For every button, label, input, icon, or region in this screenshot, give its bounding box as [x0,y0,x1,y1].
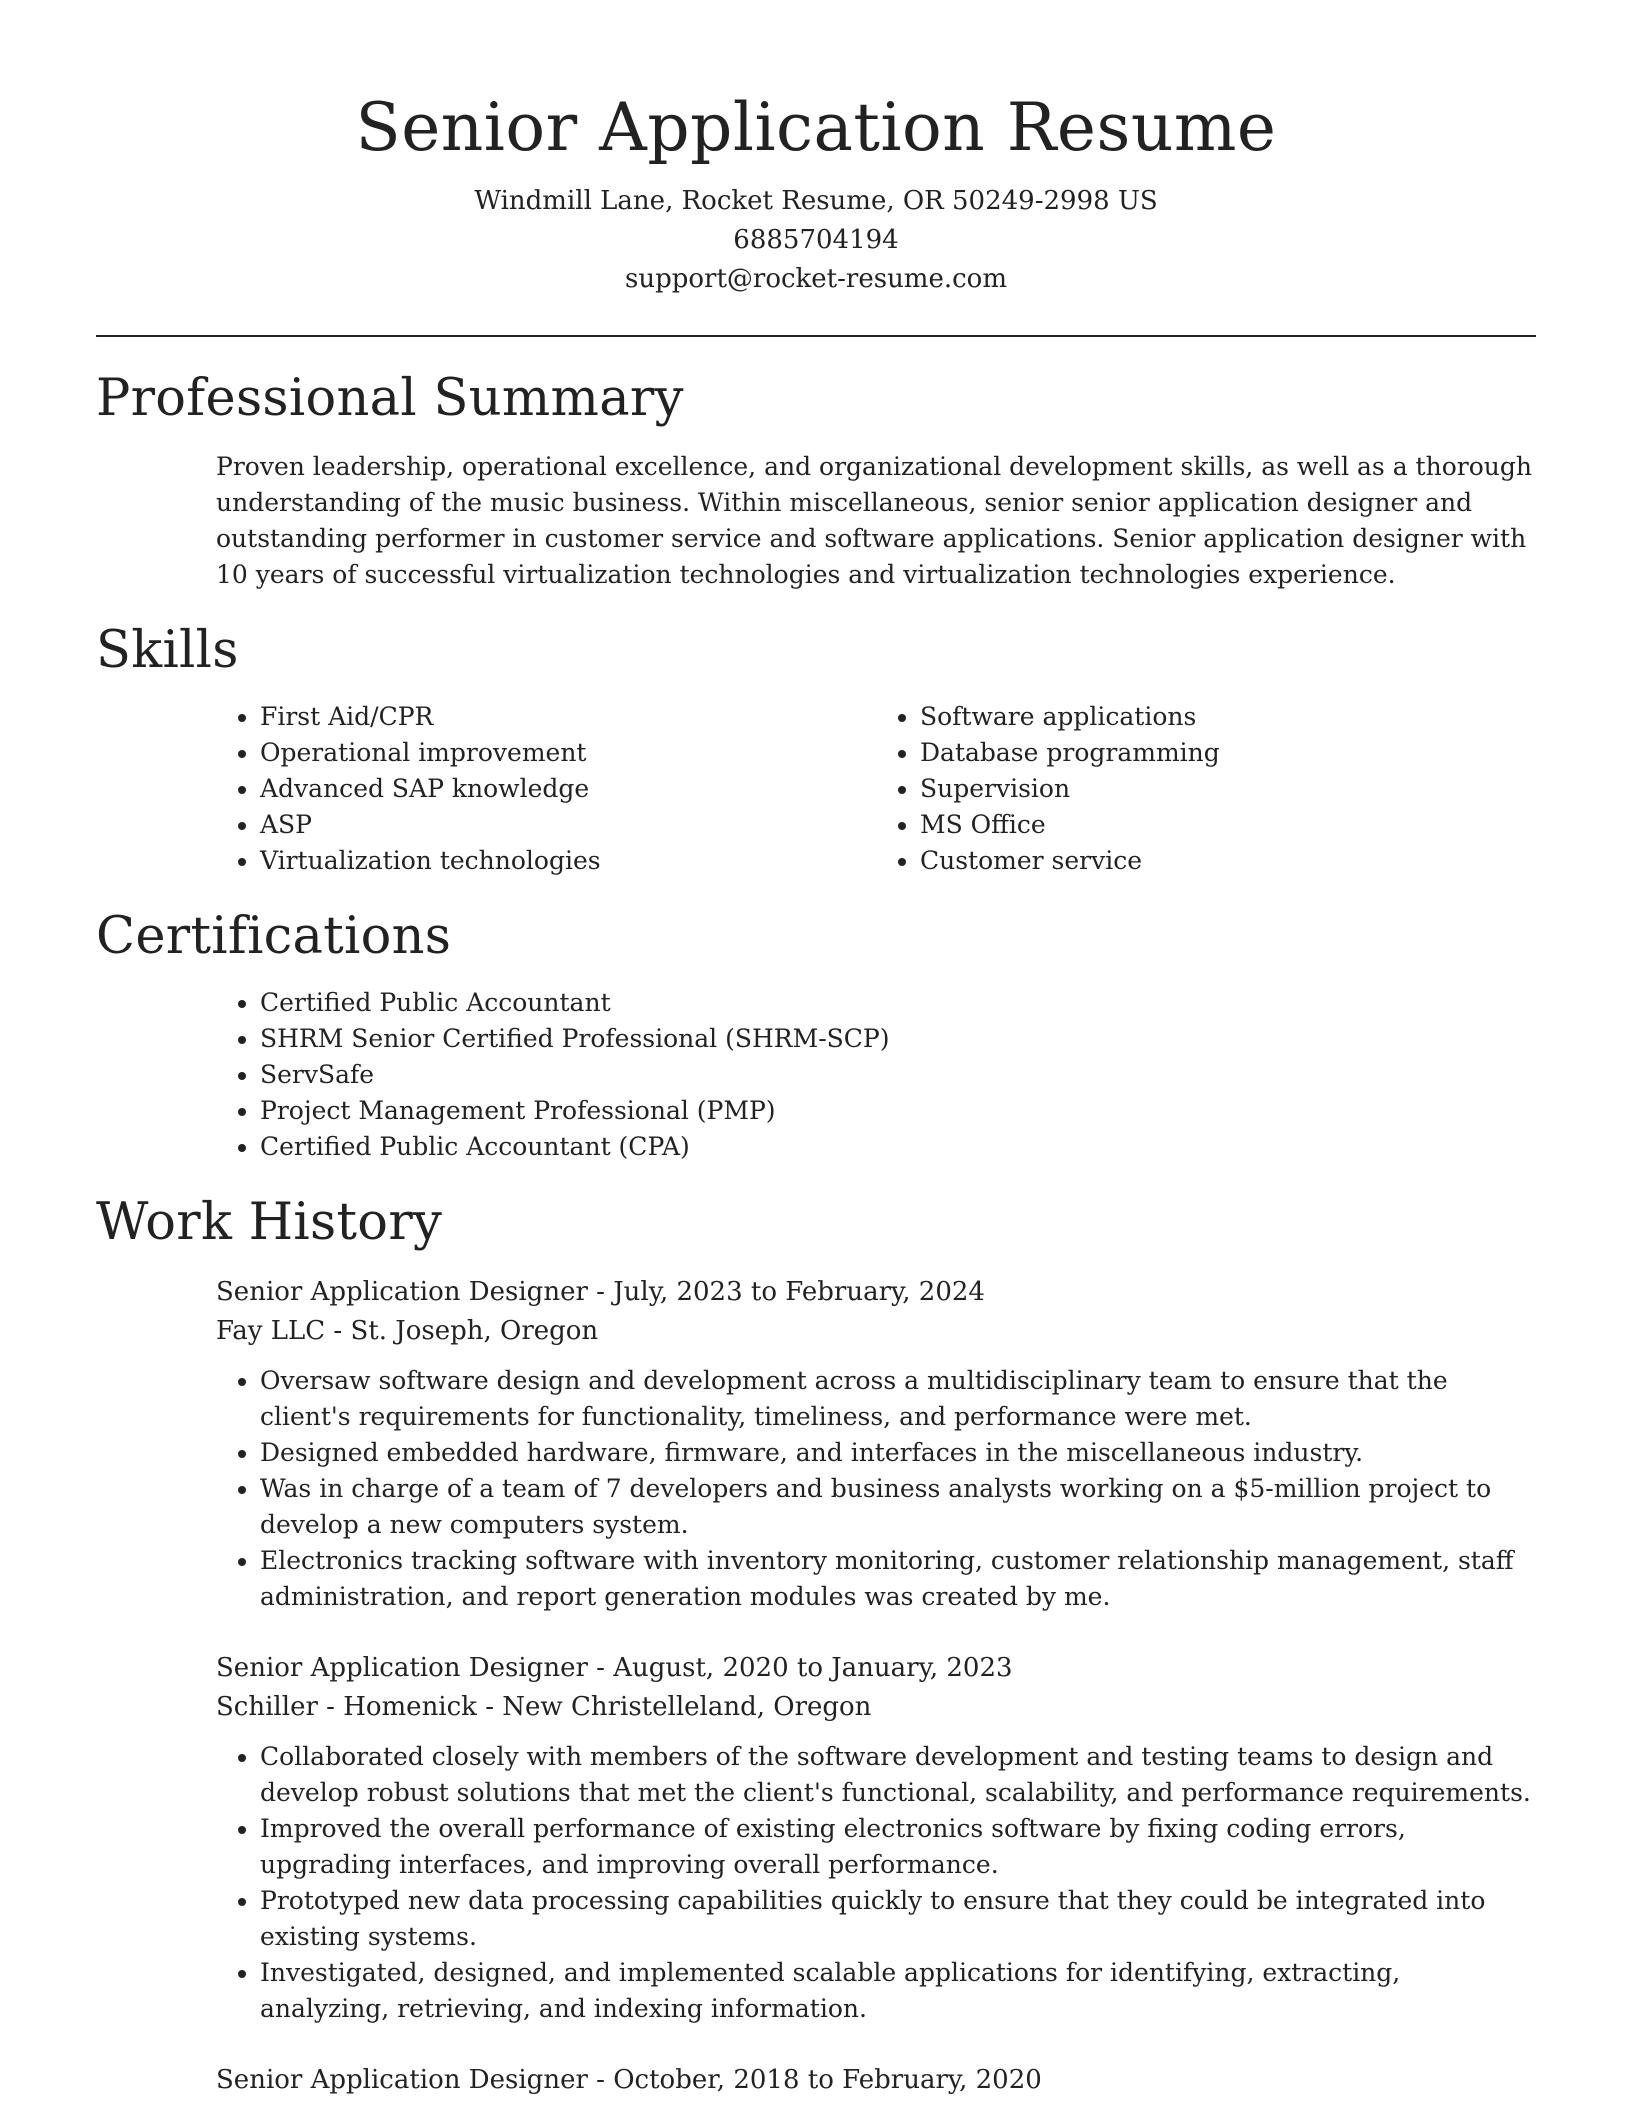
job-title-line: Senior Application Designer - August, 2020 to January, 2023 [216,1653,1013,1683]
skills-title: Skills [96,621,239,680]
contact-phone: 6885704194 [733,225,899,255]
skills-grid [216,699,1536,879]
skill-item: • Database programming [920,735,1536,771]
job-entry [216,1273,1536,1615]
skill-item: • Software applications [920,699,1536,735]
resume-header [96,0,1536,299]
certification-item: • Project Management Professional (PMP) [260,1093,1536,1129]
job-entry [216,2061,1536,2100]
certification-item: • Certified Public Accountant [260,985,1536,1021]
resume-page [96,0,1536,2100]
skill-item: • Supervision [920,771,1536,807]
job-bullet: • Electronics tracking software with inventory monitoring, customer relationship management, staff administration, and report generation modules was created by me. [260,1543,1536,1615]
job-bullets [216,1739,1536,2027]
job-dates: August, 2020 to January, 2023 [613,1653,1013,1683]
skill-item: • Customer service [920,843,1536,879]
job-title: Senior Application Designer [216,2065,588,2095]
certifications-title: Certifications [96,907,452,966]
job-bullet: • Was in charge of a team of 7 developers and business analysts working on a $5-million project to develop a new computers system. [260,1471,1536,1543]
job-title: Senior Application Designer [216,1277,588,1307]
certification-item: • ServSafe [260,1057,1536,1093]
work-history-title: Work History [96,1193,443,1252]
job-bullet: • Oversaw software design and development across a multidisciplinary team to ensure that the client's requirements for functionality, timeliness, and performance were met. [260,1363,1536,1435]
skill-item: • MS Office [920,807,1536,843]
skill-item: • First Aid/CPR [260,699,876,735]
job-company: Schiller - Homenick [216,1692,477,1722]
job-dates: October, 2018 to February, 2020 [613,2065,1042,2095]
job-bullet: • Prototyped new data processing capabilities quickly to ensure that they could be integrated into existing systems. [260,1883,1536,1955]
job-company-line: Schiller - Homenick - New Christelleland, Oregon [216,1692,872,1722]
summary-section [96,367,1536,593]
certification-item: • SHRM Senior Certified Professional (SHRM-SCP) [260,1021,1536,1057]
certifications-section [96,905,1536,1165]
certifications-list [216,985,1536,1165]
skill-item: • Virtualization technologies [260,843,876,879]
job-bullet: • Improved the overall performance of existing electronics software by fixing coding errors, upgrading interfaces, and improving overall performance. [260,1811,1536,1883]
skills-column-right [876,699,1536,879]
job-location: New Christelleland, Oregon [502,1692,872,1722]
resume-name: Senior Application Resume [355,89,1277,166]
contact-block [96,182,1536,299]
job-company: Fay LLC [216,1316,326,1346]
job-title-line: Senior Application Designer - October, 2018 to February, 2020 [216,2065,1042,2095]
skill-item: • Advanced SAP knowledge [260,771,876,807]
contact-address: Windmill Lane, Rocket Resume, OR 50249-2998 US [474,186,1158,216]
job-company-line: Fay LLC - St. Joseph, Oregon [216,1316,599,1346]
job-bullet: • Investigated, designed, and implemented scalable applications for identifying, extracting, analyzing, retrieving, and indexing information. [260,1955,1536,2027]
job-bullet: • Designed embedded hardware, firmware, and interfaces in the miscellaneous industry. [260,1435,1536,1471]
job-bullets [216,1363,1536,1615]
summary-text: Proven leadership, operational excellence, and organizational development skills, as well as a thorough understanding of the music business. Within miscellaneous, senior senior application designer and outstanding performer in customer service and software applications. Senior application designer with 10 years of successful virtualization technologies and virtualization technologies experience. [216,452,1532,589]
skills-column-left [216,699,876,879]
contact-email: support@rocket-resume.com [624,264,1007,294]
job-entry [216,1649,1536,2027]
header-divider [96,335,1536,337]
summary-title: Professional Summary [96,369,684,428]
work-history-section [96,1191,1536,2100]
job-title-line: Senior Application Designer - July, 2023 to February, 2024 [216,1277,985,1307]
job-bullet: • Collaborated closely with members of the software development and testing teams to design and develop robust solutions that met the client's functional, scalability, and performance requirements. [260,1739,1536,1811]
skills-section [96,619,1536,879]
skill-item: • ASP [260,807,876,843]
job-dates: July, 2023 to February, 2024 [613,1277,985,1307]
job-location: St. Joseph, Oregon [350,1316,599,1346]
skill-item: • Operational improvement [260,735,876,771]
job-title: Senior Application Designer [216,1653,588,1683]
certification-item: • Certified Public Accountant (CPA) [260,1129,1536,1165]
